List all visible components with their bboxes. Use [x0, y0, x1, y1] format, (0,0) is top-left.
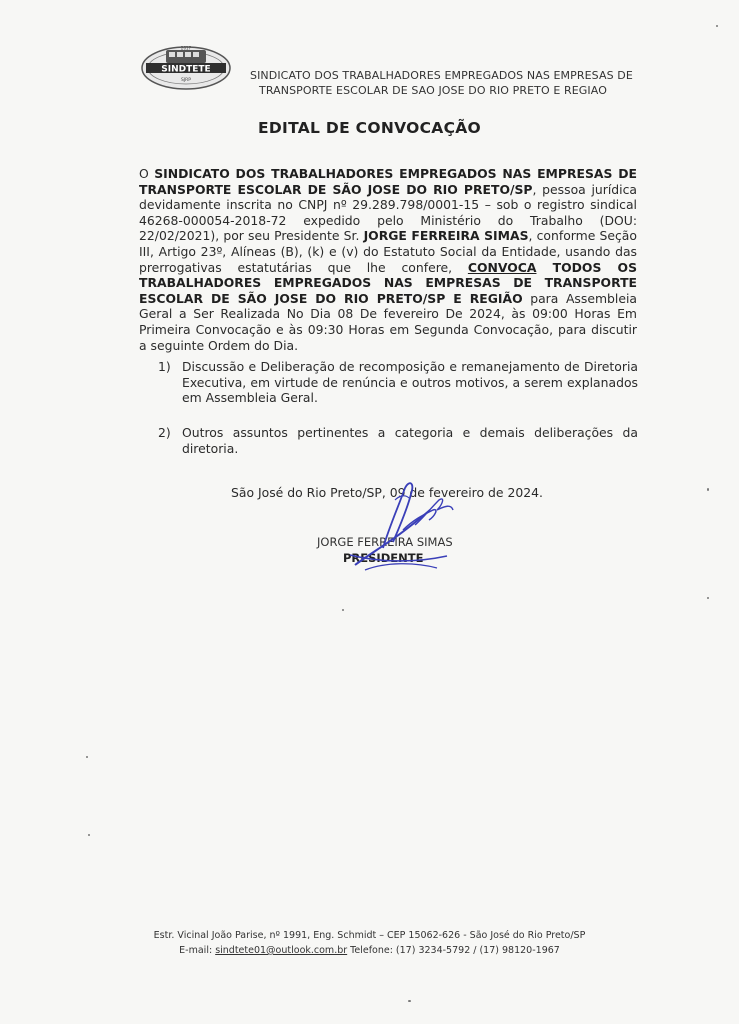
- agenda-item-number: 1): [158, 359, 171, 374]
- email-link[interactable]: sindtete01@outlook.com.br: [215, 945, 348, 956]
- president-name: JORGE FERREIRA SIMAS: [363, 228, 529, 244]
- letterhead: [250, 68, 650, 98]
- agenda-item-text: Outros assuntos pertinentes a categoria e demais deliberações da diretoria.: [182, 425, 638, 456]
- logo-year: 2017: [180, 45, 192, 51]
- date-line: São José do Rio Preto/SP, 09 de fevereiro de 2024.: [231, 485, 543, 500]
- scan-speck: [408, 1000, 411, 1002]
- convened-workers: TODOS OS TRABALHADORES EMPREGADOS NAS EMPRESAS DE TRANSPORTE ESCOLAR DE SÃO JOSE DO RIO PRETO/SP E REGIÃO: [139, 259, 637, 306]
- union-name: SINDICATO DOS TRABALHADORES EMPREGADOS NAS EMPRESAS DE TRANSPORTE ESCOLAR DE SÃO JOSE DO RIO PRETO/SP: [139, 166, 637, 197]
- footer-address: Estr. Vicinal João Parise, nº 1991, Eng. Schmidt – CEP 15062-626 - São José do Rio Preto/SP: [153, 930, 586, 941]
- convoca-keyword: CONVOCA: [467, 259, 537, 275]
- agenda-item: [158, 425, 638, 456]
- agenda-item-text: Discussão e Deliberação de recomposição e remanejamento de Diretoria Executiva, em virtude de renúncia e outros motivos, a serem explanados em Assembleia Geral.: [182, 359, 638, 406]
- letterhead-line-1: SINDICATO DOS TRABALHADORES EMPREGADOS NAS EMPRESAS DE: [250, 69, 633, 82]
- scan-speck: [88, 834, 90, 836]
- document-title: EDITAL DE CONVOCAÇÃO: [257, 119, 482, 137]
- convocation-paragraph: O SINDICATO DOS TRABALHADORES EMPREGADOS NAS EMPRESAS DE TRANSPORTE ESCOLAR DE SÃO JOSE DO RIO PRETO/SP, pessoa jurídica devidamente inscrita no CNPJ nº 29.289.798/0001-15 – sob o registro sindical 46268-000054-2018-72 expedido pelo Ministério do Trabalho (DOU: 22/02/2021), por seu Presidente Sr. JORGE FERREIRA SIMAS, conforme Seção III, Artigo 23º, Alíneas (B), (k) e (v) do Estatuto Social da Entidade, usando das prerrogativas estatutárias que lhe confere, CONVOCA TODOS OS TRABALHADORES EMPREGADOS NAS EMPRESAS DE TRANSPORTE ESCOLAR DE SÃO JOSE DO RIO PRETO/SP E REGIÃO para Assembleia Geral a Ser Realizada No Dia 08 De fevereiro De 2024, às 09:00 Horas Em Primeira Convocação e às 09:30 Horas em Segunda Convocação, para discutir a seguinte Ordem do Dia.: [139, 166, 638, 353]
- signatory-name: JORGE FERREIRA SIMAS: [317, 535, 453, 549]
- footer: [0, 928, 739, 958]
- scan-speck: [86, 756, 88, 758]
- scan-speck: [342, 609, 344, 611]
- agenda-item-number: 2): [158, 425, 171, 440]
- scan-speck: [707, 597, 709, 599]
- letterhead-line-2: TRANSPORTE ESCOLAR DE SAO JOSE DO RIO PRETO E REGIAO: [259, 84, 607, 97]
- footer-contact: E-mail: sindtete01@outlook.com.br Telefone: (17) 3234-5792 / (17) 98120-1967: [179, 945, 560, 956]
- handwritten-signature: [335, 470, 465, 590]
- sindtete-logo: [140, 44, 232, 92]
- scan-speck: [716, 25, 718, 27]
- agenda-item: [158, 359, 638, 406]
- logo-text: SINDTETE: [161, 64, 211, 75]
- scan-speck: [707, 488, 709, 491]
- signatory-role: PRESIDENTE: [343, 551, 424, 565]
- logo-subtext: SJRP: [180, 78, 192, 83]
